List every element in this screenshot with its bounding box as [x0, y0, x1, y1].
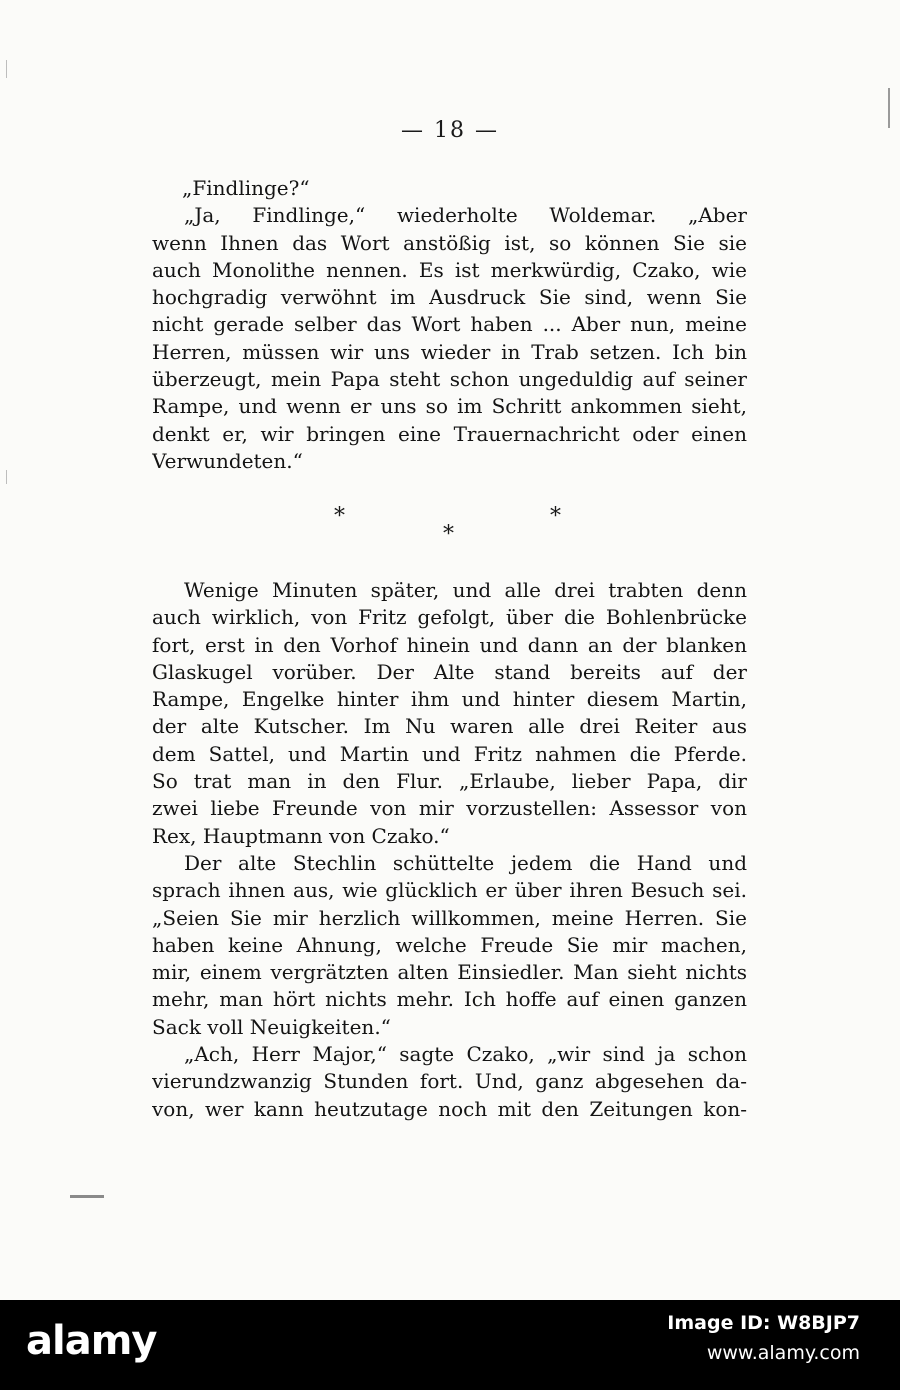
text-line: „Ach, Herr Major,“ sagte Czako, „wir sind ja schon [184, 1042, 747, 1067]
watermark-logo: alamy [26, 1318, 157, 1364]
text-line: fort, erst in den Vorhof hinein und dann an der blanken [152, 632, 747, 657]
text-line: Rex, Hauptmann von Czako.“ [152, 823, 450, 848]
text-line: Der alte Stechlin schüttelte jedem die Hand und [184, 850, 747, 875]
separator-star: * [443, 522, 454, 547]
separator-star: * [550, 504, 561, 529]
bottom-left-smudge [70, 1195, 104, 1198]
text-section-arrival [152, 577, 747, 1123]
text-line: mehr, man hört nichts mehr. Ich hoffe auf einen ganzen [152, 987, 747, 1012]
text-line: Rampe, Engelke hinter ihm und hinter diesem Martin, [152, 687, 747, 712]
text-line: „Seien Sie mir herzlich willkommen, meine Herren. Sie [152, 905, 747, 930]
text-section-dialogue [152, 175, 747, 475]
text-line: „Ja, Findlinge,“ wiederholte Woldemar. „Aber [184, 203, 747, 228]
text-line: überzeugt, mein Papa steht schon ungeduldig auf seiner [152, 367, 747, 392]
text-line: von, wer kann heutzutage noch mit den Zeitungen kon- [152, 1096, 747, 1121]
text-line: vierundzwanzig Stunden fort. Und, ganz abgesehen da- [152, 1069, 747, 1094]
separator-star: * [334, 504, 345, 529]
text-line: haben keine Ahnung, welche Freude Sie mir machen, [152, 932, 747, 957]
text-line: Herren, müssen wir uns wieder in Trab setzen. Ich bin [152, 339, 747, 364]
text-line: Wenige Minuten später, und alle drei trabten denn [184, 578, 747, 602]
text-line: Sack voll Neuigkeiten.“ [152, 1014, 391, 1039]
text-line: „Findlinge?“ [182, 176, 310, 200]
text-line: mir, einem vergrätzten alten Einsiedler. Man sieht nichts [152, 960, 747, 985]
text-line: auch wirklich, von Fritz gefolgt, über die Bohlenbrücke [152, 605, 747, 630]
left-edge-mark [6, 470, 7, 484]
text-line: zwei liebe Freunde von mir vorzustellen: Assessor von [152, 796, 747, 821]
text-line: sprach ihnen aus, wie glücklich er über ihren Besuch sei. [152, 878, 747, 903]
left-edge-mark [6, 60, 7, 78]
watermark-url: www.alamy.com [706, 1342, 860, 1364]
page-number: — 18 — [401, 118, 499, 143]
section-separator [0, 500, 900, 560]
text-line: So trat man in den Flur. „Erlaube, lieber Papa, dir [152, 769, 747, 794]
text-line: denkt er, wir bringen eine Trauernachricht oder einen [152, 421, 747, 446]
text-line: dem Sattel, und Martin und Fritz nahmen die Pferde. [152, 741, 747, 766]
watermark-image-id: Image ID: W8BJP7 [667, 1312, 860, 1334]
text-line: Glaskugel vorüber. Der Alte stand bereits auf der [152, 659, 747, 684]
text-line: Verwundeten.“ [152, 448, 303, 473]
text-line: Rampe, und wenn er uns so im Schritt ankommen sieht, [152, 394, 747, 419]
text-line: nicht gerade selber das Wort haben ... Aber nun, meine [152, 312, 747, 337]
text-line: der alte Kutscher. Im Nu waren alle drei Reiter aus [152, 714, 747, 739]
text-line: wenn Ihnen das Wort anstößig ist, so können Sie sie [152, 230, 747, 255]
text-line: auch Monolithe nennen. Es ist merkwürdig, Czako, wie [152, 257, 747, 282]
text-line: hochgradig verwöhnt im Ausdruck Sie sind, wenn Sie [152, 285, 747, 310]
